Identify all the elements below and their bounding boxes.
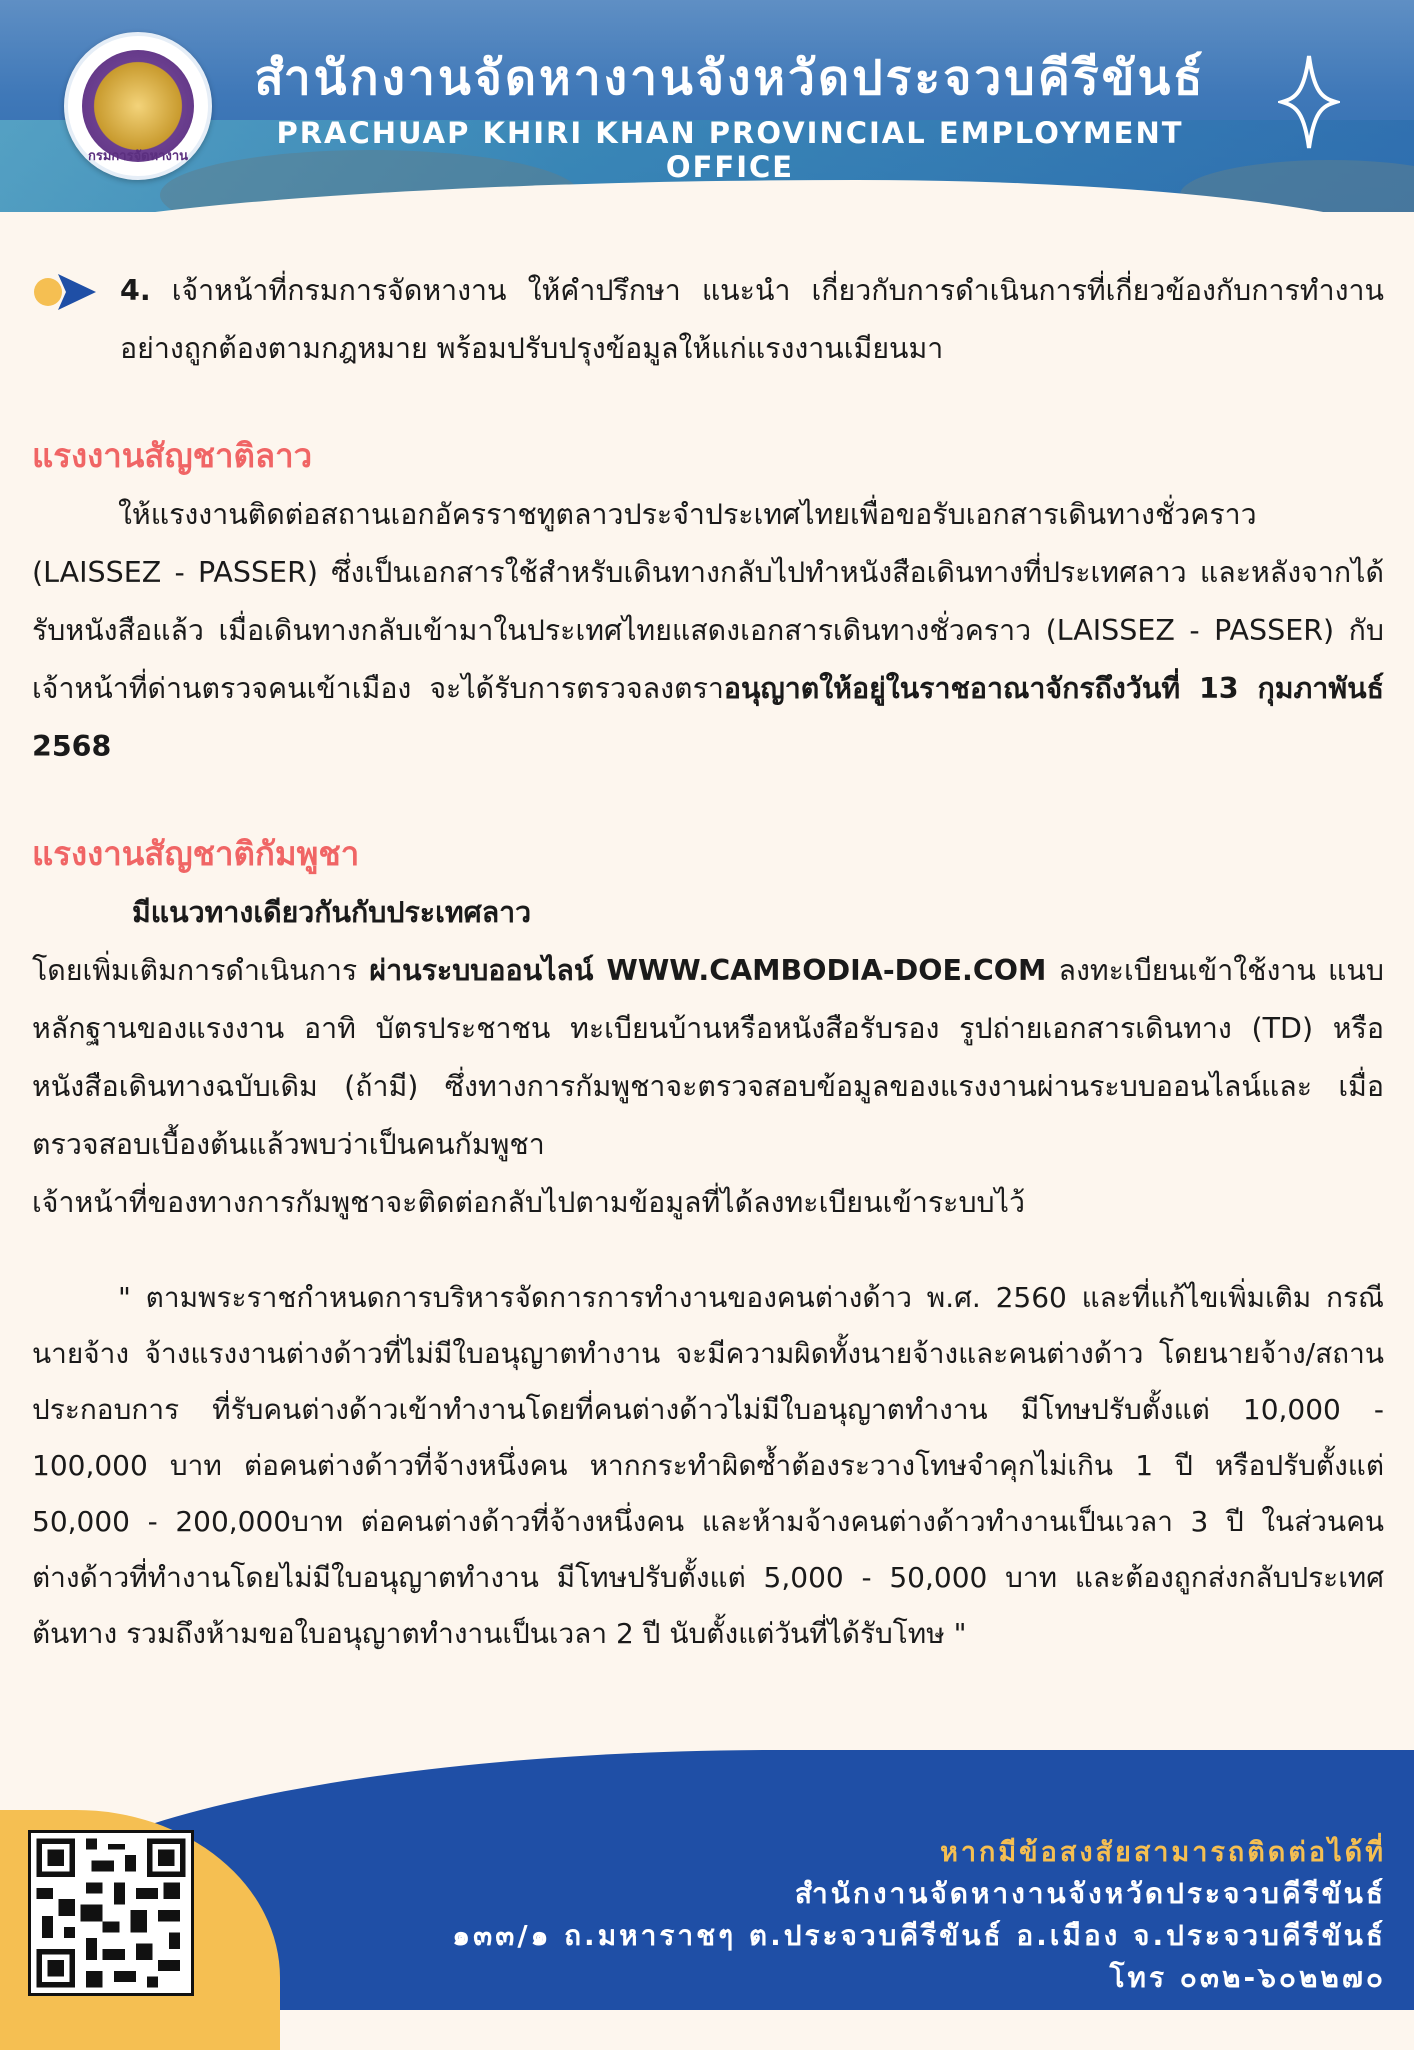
laos-bold-text: อนุญาตให้อยู่ในราชอาณาจักรถึงวันที่ 13 กุมภาพันธ์ 2568: [32, 672, 1384, 763]
department-logo: [64, 32, 212, 180]
laos-text: ให้แรงงานติดต่อสถานเอกอัครราชทูตลาวประจำประเทศไทยเพื่อขอรับเอกสารเดินทางชั่วคราว (LAISSEZ - PASSER) ซึ่งเป็นเอกสารใช้สำหรับเดินทางกลับไปทำหนังสือเดินทางที่ประเทศลาว และหลังจากได้รับหนังสือแล้ว เมื่อเดินทางกลับเข้ามาในประเทศไทยแสดงเอกสารเดินทางชั่วคราว (LAISSEZ - PASSER) กับเจ้าหน้าที่ด่านตรวจคนเข้าเมือง จะได้รับการตรวจลงตรา: [32, 498, 1384, 705]
item-4-number: 4.: [120, 274, 151, 307]
qr-code[interactable]: [28, 1830, 194, 1996]
qr-code-icon: [31, 1833, 191, 1993]
logo-text: กรมการจัดหางาน: [87, 149, 189, 164]
page-title: สำนักงานจัดหางานจังหวัดประจวบคีรีขันธ์: [254, 50, 1206, 106]
cambodia-section-title: แรงงานสัญชาติกัมพูชา: [32, 834, 360, 873]
contact-heading: หากมีข้อสงสัยสามารถติดต่อได้ที่: [940, 1837, 1386, 1868]
page-subtitle: PRACHUAP KHIRI KHAN PROVINCIAL EMPLOYMENT OFFICE: [276, 116, 1184, 184]
contact-office: สำนักงานจัดหางานจังหวัดประจวบคีรีขันธ์: [794, 1877, 1386, 1910]
sparkle-icon: [1278, 52, 1340, 152]
footer: [0, 1700, 1414, 2000]
cambodia-text-before: โดยเพิ่มเติมการดำเนินการ: [32, 954, 370, 987]
cambodia-subtitle: มีแนวทางเดียวกันกับประเทศลาว: [132, 896, 532, 929]
laos-paragraph: [32, 486, 1384, 776]
main-content: [32, 262, 1384, 1662]
laos-section-title: แรงงานสัญชาติลาว: [32, 436, 313, 475]
cambodia-website: ผ่านระบบออนไลน์ WWW.CAMBODIA-DOE.COM: [369, 954, 1047, 987]
item-4-text: เจ้าหน้าที่กรมการจัดหางาน ให้คำปรึกษา แนะนำ เกี่ยวกับการดำเนินการที่เกี่ยวข้องกับการทำงานอย่างถูกต้องตามกฎหมาย พร้อมปรับปรุงข้อมูลให้แก่แรงงานเมียนมา: [120, 274, 1384, 365]
arrow-bullet-icon: [32, 272, 98, 312]
header-banner: [0, 0, 1414, 212]
cambodia-text-after: ลงทะเบียนเข้าใช้งาน แนบหลักฐานของแรงงาน อาทิ บัตรประชาชน ทะเบียนบ้านหรือหนังสือรับรอง รูปถ่ายเอกสารเดินทาง (TD) หรือหนังสือเดินทางฉบับเดิม (ถ้ามี) ซึ่งทางการกัมพูชาจะตรวจสอบข้อมูลของแรงงานผ่านระบบออนไลน์และ เมื่อตรวจสอบเบื้องต้นแล้วพบว่าเป็นคนกัมพูชา: [32, 954, 1384, 1161]
item-4: [32, 262, 1384, 378]
cambodia-last-line: เจ้าหน้าที่ของทางการกัมพูชาจะติดต่อกลับไปตามข้อมูลที่ได้ลงทะเบียนเข้าระบบไว้: [32, 1186, 1025, 1219]
cambodia-paragraph: [32, 942, 1384, 1174]
contact-address: ๑๓๓/๑ ถ.มหาราชๆ ต.ประจวบคีรีขันธ์ อ.เมือง จ.ประจวบคีรีขันธ์: [452, 1919, 1386, 1952]
contact-phone: โทร ๐๓๒-๖๐๒๒๗๐: [1109, 1961, 1386, 1994]
law-quote: " ตามพระราชกำหนดการบริหารจัดการการทำงานของคนต่างด้าว พ.ศ. 2560 และที่แก้ไขเพิ่มเติม กรณีนายจ้าง จ้างแรงงานต่างด้าวที่ไม่มีใบอนุญาตทำงาน จะมีความผิดทั้งนายจ้างและคนต่างด้าว โดยนายจ้าง/สถานประกอบการ ที่รับคนต่างด้าวเข้าทำงานโดยที่คนต่างด้าวไม่มีใบอนุญาตทำงาน มีโทษปรับตั้งแต่ 10,000 - 100,000 บาท ต่อคนต่างด้าวที่จ้างหนึ่งคน หากกระทำผิดซ้ำต้องระวางโทษจำคุกไม่เกิน 1 ปี หรือปรับตั้งแต่ 50,000 - 200,000บาท ต่อคนต่างด้าวที่จ้างหนึ่งคน และห้ามจ้างคนต่างด้าวทำงานเป็นเวลา 3 ปี ในส่วนคนต่างด้าวที่ทำงานโดยไม่มีใบอนุญาตทำงาน มีโทษปรับตั้งแต่ 5,000 - 50,000 บาท และต้องถูกส่งกลับประเทศต้นทาง รวมถึงห้ามขอใบอนุญาตทำงานเป็นเวลา 2 ปี นับตั้งแต่วันที่ได้รับโทษ ": [32, 1281, 1384, 1650]
